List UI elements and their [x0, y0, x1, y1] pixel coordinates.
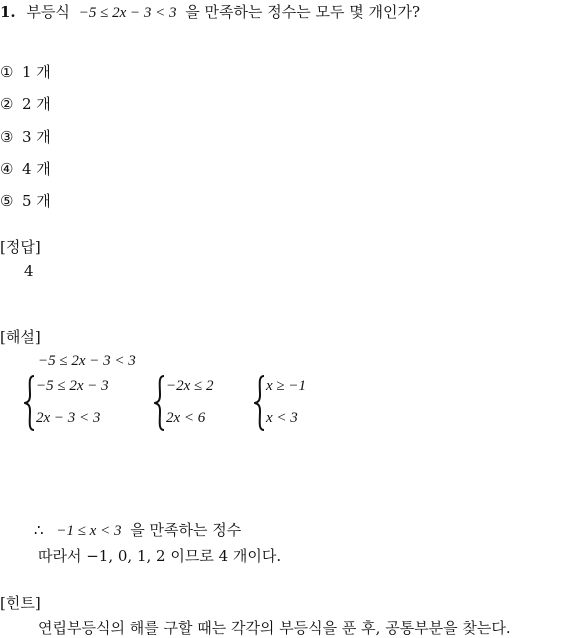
- conclusion-line: [34, 519, 241, 540]
- system-1: [24, 375, 164, 435]
- choice-mark: ②: [0, 95, 14, 113]
- choice-text: 1 개: [22, 63, 51, 81]
- system-2-line-1: −2x ≤ 2: [166, 378, 214, 394]
- choice-text: 2 개: [22, 95, 51, 113]
- choice-3[interactable]: [0, 126, 51, 147]
- conclusion-math: −1 ≤ x < 3: [56, 523, 122, 539]
- system-3-line-1: x ≥ −1: [266, 378, 307, 394]
- explanation-inequality: −5 ≤ 2x − 3 < 3: [38, 353, 136, 369]
- question-number: 1.: [0, 3, 16, 21]
- left-brace-icon: [154, 375, 164, 425]
- system-2: [154, 375, 254, 435]
- choice-text: 3 개: [22, 128, 51, 146]
- system-1-line-1: −5 ≤ 2x − 3: [36, 378, 109, 394]
- system-3: [254, 375, 354, 435]
- hint-label: [힌트]: [0, 594, 41, 612]
- choice-text: 5 개: [22, 192, 51, 210]
- answer-value: 4: [24, 262, 34, 280]
- question-text-after: 을 만족하는 정수는 모두 몇 개인가?: [185, 3, 421, 21]
- choice-4[interactable]: [0, 158, 51, 179]
- choice-1[interactable]: [0, 61, 51, 82]
- question-line: [0, 1, 420, 22]
- choice-5[interactable]: [0, 190, 51, 211]
- system-2-line-2: 2x < 6: [166, 410, 206, 426]
- choice-mark: ③: [0, 128, 14, 146]
- left-brace-icon: [24, 375, 34, 425]
- choice-mark: ①: [0, 63, 14, 81]
- system-1-line-2: 2x − 3 < 3: [36, 410, 101, 426]
- choice-mark: ④: [0, 160, 14, 178]
- system-3-line-2: x < 3: [266, 410, 298, 426]
- choice-2[interactable]: [0, 93, 51, 114]
- answer-label: [정답]: [0, 238, 41, 256]
- choice-mark: ⑤: [0, 192, 14, 210]
- question-text-before: 부등식: [26, 3, 70, 21]
- left-brace-icon: [254, 375, 264, 425]
- final-line: 따라서 −1, 0, 1, 2 이므로 4 개이다.: [38, 547, 282, 565]
- choice-text: 4 개: [22, 160, 51, 178]
- conclusion-text: 을 만족하는 정수: [130, 521, 242, 539]
- explanation-label: [해설]: [0, 328, 41, 346]
- hint-text: 연립부등식의 해를 구할 때는 각각의 부등식을 푼 후, 공통부분을 찾는다.: [38, 619, 511, 637]
- question-inequality: −5 ≤ 2x − 3 < 3: [78, 5, 177, 21]
- therefore-symbol: ∴: [34, 521, 44, 539]
